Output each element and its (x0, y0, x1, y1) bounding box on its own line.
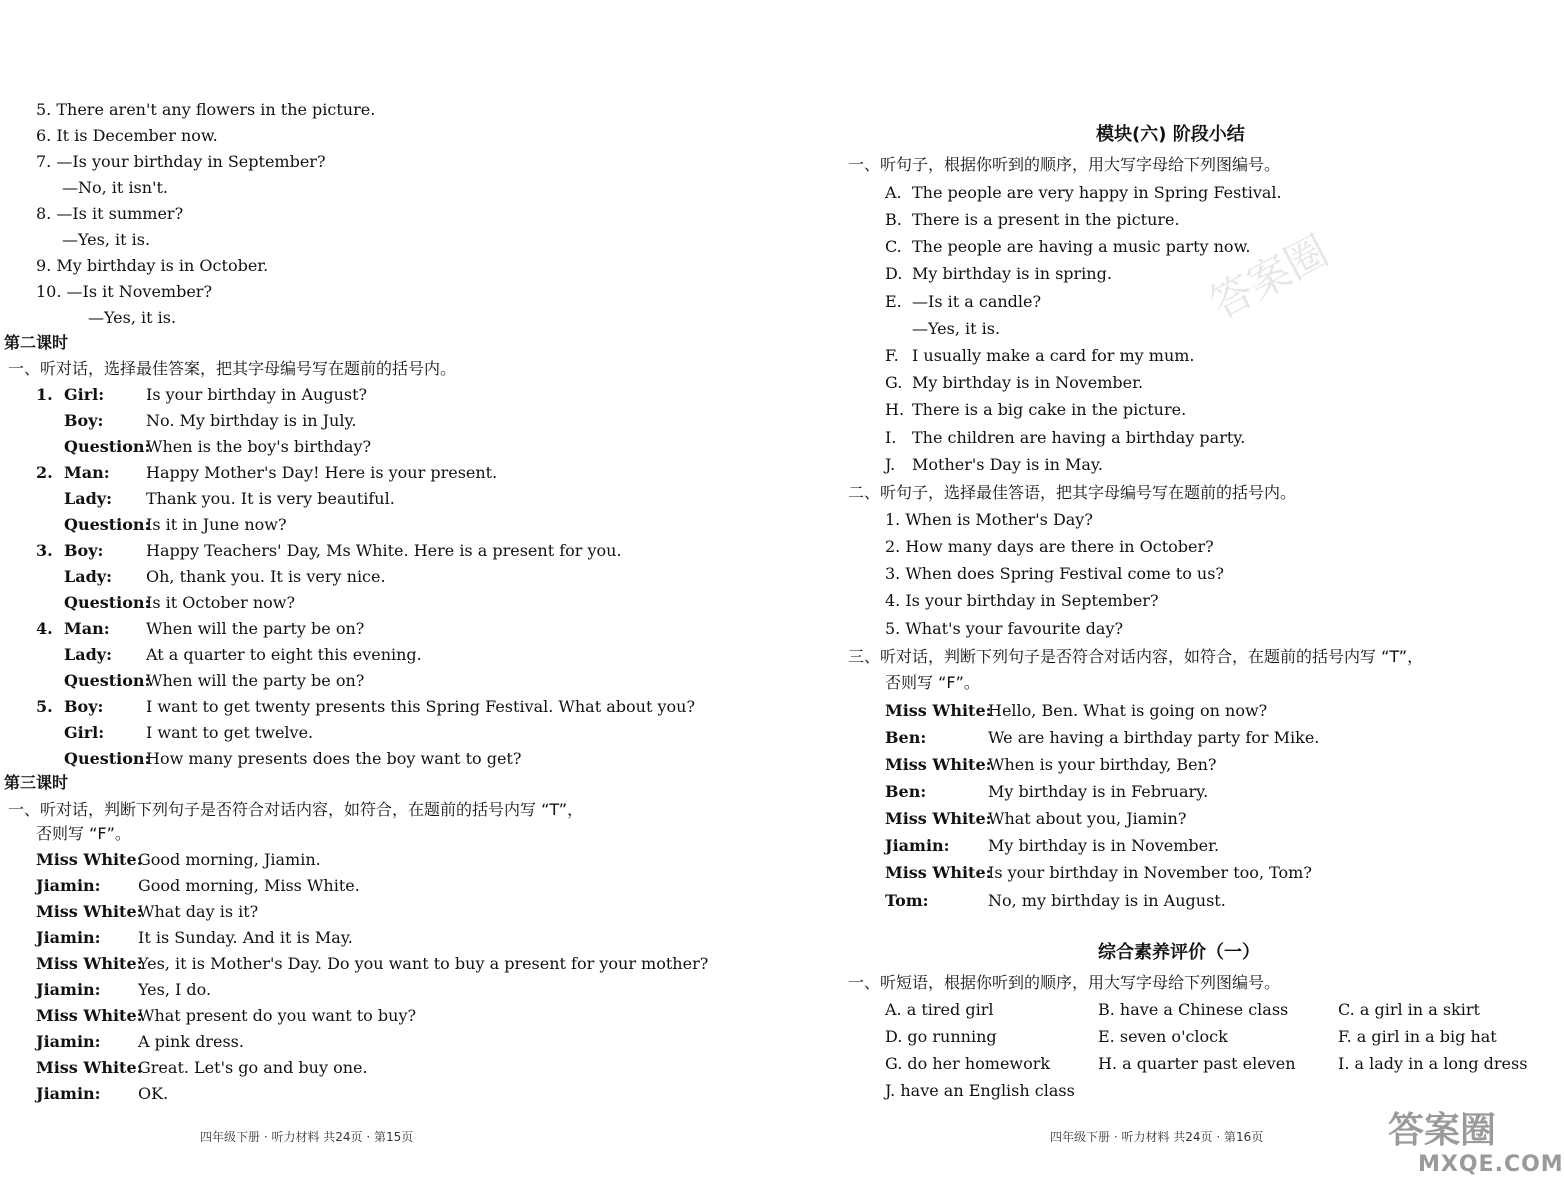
speaker: Girl: (64, 385, 105, 404)
dialog-text: Oh, thank you. It is very nice. (146, 567, 386, 586)
speaker: Question: (64, 671, 151, 690)
dialog-text: What about you, Jiamin? (988, 809, 1187, 828)
item-number: 5. (36, 697, 53, 716)
speaker: Boy: (64, 411, 104, 430)
dialog-text: My birthday is in November. (988, 836, 1220, 855)
instruction: 一、听对话，判断下列句子是否符合对话内容，如符合，在题前的括号内写 “T”， (8, 800, 584, 819)
list-item: My birthday is in spring. (912, 264, 1112, 283)
instruction: 否则写 “F”。 (36, 824, 131, 843)
item-letter: D. (885, 264, 903, 283)
dialog-text: Good morning, Jiamin. (138, 850, 321, 869)
item-letter: G. (885, 373, 903, 392)
speaker: Lady: (64, 645, 113, 664)
page-footer: 四年级下册 · 听力材料 共24页 · 第15页 (200, 1130, 414, 1144)
list-item: 8. —Is it summer? (36, 204, 184, 223)
list-item: 10. —Is it November? (36, 282, 213, 301)
grid-item: F. a girl in a big hat (1338, 1027, 1497, 1046)
item-number: 4. (36, 619, 53, 638)
list-item: The children are having a birthday party. (912, 428, 1246, 447)
dialog-text: Is your birthday in November too, Tom? (988, 863, 1312, 882)
list-item: I usually make a card for my mum. (912, 346, 1195, 365)
dialog-text: It is Sunday. And it is May. (138, 928, 353, 947)
speaker: Question: (64, 515, 151, 534)
site-logo-url: MXQE.COM (1418, 1152, 1564, 1177)
speaker: Boy: (64, 697, 104, 716)
instruction: 一、听句子，根据你听到的顺序，用大写字母给下列图编号。 (848, 155, 1281, 174)
evaluation-title: 综合素养评价（一） (1098, 942, 1260, 963)
item-number: 2. (36, 463, 53, 482)
dialog-text: At a quarter to eight this evening. (146, 645, 422, 664)
speaker: Miss White: (36, 1006, 143, 1025)
list-item: 4. Is your birthday in September? (885, 591, 1159, 610)
dialog-text: What present do you want to buy? (138, 1006, 417, 1025)
list-item: 1. When is Mother's Day? (885, 510, 1093, 529)
speaker: Jiamin: (36, 876, 101, 895)
item-letter: B. (885, 210, 902, 229)
speaker: Miss White: (885, 755, 992, 774)
lesson-title: 第三课时 (4, 773, 69, 792)
grid-item: G. do her homework (885, 1054, 1051, 1073)
instruction: 一、听短语，根据你听到的顺序，用大写字母给下列图编号。 (848, 973, 1281, 992)
speaker: Lady: (64, 567, 113, 586)
dialog-text: When is your birthday, Ben? (988, 755, 1217, 774)
speaker: Miss White: (885, 701, 992, 720)
dialog-text: My birthday is in February. (988, 782, 1209, 801)
lesson-title: 第二课时 (4, 333, 69, 352)
list-item: —Yes, it is. (88, 308, 177, 327)
list-item: —No, it isn't. (62, 178, 168, 197)
speaker: Girl: (64, 723, 105, 742)
dialog-text: Hello, Ben. What is going on now? (988, 701, 1268, 720)
grid-item: J. have an English class (885, 1081, 1075, 1100)
speaker: Ben: (885, 782, 927, 801)
dialog-text: Is it in June now? (146, 515, 287, 534)
dialog-text: OK. (138, 1084, 169, 1103)
dialog-text: Happy Mother's Day! Here is your present. (146, 463, 498, 482)
speaker: Tom: (885, 891, 929, 910)
grid-item: D. go running (885, 1027, 997, 1046)
speaker: Miss White: (36, 954, 143, 973)
item-letter: F. (885, 346, 899, 365)
grid-item: H. a quarter past eleven (1098, 1054, 1296, 1073)
grid-item: I. a lady in a long dress (1338, 1054, 1528, 1073)
instruction: 否则写 “F”。 (885, 673, 980, 692)
list-item: 3. When does Spring Festival come to us? (885, 564, 1224, 583)
list-item: There is a big cake in the picture. (912, 400, 1187, 419)
dialog-text: Good morning, Miss White. (138, 876, 360, 895)
instruction: 三、听对话，判断下列句子是否符合对话内容，如符合，在题前的括号内写 “T”， (848, 647, 1424, 666)
list-item: 2. How many days are there in October? (885, 537, 1214, 556)
dialog-text: We are having a birthday party for Mike. (988, 728, 1320, 747)
instruction: 一、听对话，选择最佳答案，把其字母编号写在题前的括号内。 (8, 359, 457, 378)
speaker: Lady: (64, 489, 113, 508)
dialog-text: Great. Let's go and buy one. (138, 1058, 368, 1077)
list-item: 6. It is December now. (36, 126, 218, 145)
list-item: 5. There aren't any flowers in the picture. (36, 100, 376, 119)
speaker: Jiamin: (36, 1084, 101, 1103)
dialog-text: When is the boy's birthday? (146, 437, 372, 456)
speaker: Miss White: (36, 850, 143, 869)
dialog-text: A pink dress. (138, 1032, 244, 1051)
speaker: Miss White: (36, 902, 143, 921)
speaker: Jiamin: (36, 928, 101, 947)
list-item: The people are having a music party now. (912, 237, 1251, 256)
dialog-text: When will the party be on? (146, 619, 365, 638)
dialog-text: When will the party be on? (146, 671, 365, 690)
instruction: 二、听句子，选择最佳答语，把其字母编号写在题前的括号内。 (848, 483, 1297, 502)
speaker: Jiamin: (36, 980, 101, 999)
item-letter: A. (885, 183, 902, 202)
watermark: 答案圈 (1202, 225, 1337, 329)
dialog-text: No, my birthday is in August. (988, 891, 1226, 910)
grid-item: E. seven o'clock (1098, 1027, 1228, 1046)
dialog-text: Is your birthday in August? (146, 385, 368, 404)
module-title: 模块(六) 阶段小结 (1096, 124, 1245, 145)
dialog-text: Happy Teachers' Day, Ms White. Here is a present for you. (146, 541, 622, 560)
item-number: 1. (36, 385, 53, 404)
speaker: Miss White: (885, 863, 992, 882)
list-item: 7. —Is your birthday in September? (36, 152, 326, 171)
grid-item: C. a girl in a skirt (1338, 1000, 1480, 1019)
item-letter: J. (885, 455, 896, 474)
site-logo: 答案圈 (1388, 1110, 1497, 1151)
grid-item: B. have a Chinese class (1098, 1000, 1289, 1019)
dialog-text: No. My birthday is in July. (146, 411, 357, 430)
speaker: Miss White: (885, 809, 992, 828)
dialog-text: What day is it? (138, 902, 259, 921)
speaker: Jiamin: (885, 836, 950, 855)
list-item: —Yes, it is. (912, 319, 1001, 338)
dialog-text: How many presents does the boy want to get? (146, 749, 522, 768)
dialog-text: I want to get twenty presents this Spring Festival. What about you? (146, 697, 696, 716)
page-footer: 四年级下册 · 听力材料 共24页 · 第16页 (1050, 1130, 1264, 1144)
speaker: Man: (64, 619, 110, 638)
dialog-text: Is it October now? (146, 593, 296, 612)
dialog-text: I want to get twelve. (146, 723, 314, 742)
item-letter: E. (885, 292, 902, 311)
speaker: Question: (64, 437, 151, 456)
item-number: 3. (36, 541, 53, 560)
list-item: My birthday is in November. (912, 373, 1144, 392)
dialog-text: Thank you. It is very beautiful. (146, 489, 395, 508)
list-item: 5. What's your favourite day? (885, 619, 1124, 638)
speaker: Miss White: (36, 1058, 143, 1077)
speaker: Ben: (885, 728, 927, 747)
list-item: 9. My birthday is in October. (36, 256, 269, 275)
list-item: The people are very happy in Spring Festival. (912, 183, 1282, 202)
list-item: Mother's Day is in May. (912, 455, 1103, 474)
speaker: Question: (64, 593, 151, 612)
item-letter: H. (885, 400, 905, 419)
speaker: Boy: (64, 541, 104, 560)
dialog-text: Yes, it is Mother's Day. Do you want to buy a present for your mother? (138, 954, 709, 973)
dialog-text: Yes, I do. (138, 980, 212, 999)
speaker: Man: (64, 463, 110, 482)
list-item: —Yes, it is. (62, 230, 151, 249)
list-item: There is a present in the picture. (912, 210, 1180, 229)
item-letter: I. (885, 428, 897, 447)
speaker: Jiamin: (36, 1032, 101, 1051)
list-item: —Is it a candle? (912, 292, 1042, 311)
item-letter: C. (885, 237, 902, 256)
grid-item: A. a tired girl (885, 1000, 994, 1019)
speaker: Question: (64, 749, 151, 768)
